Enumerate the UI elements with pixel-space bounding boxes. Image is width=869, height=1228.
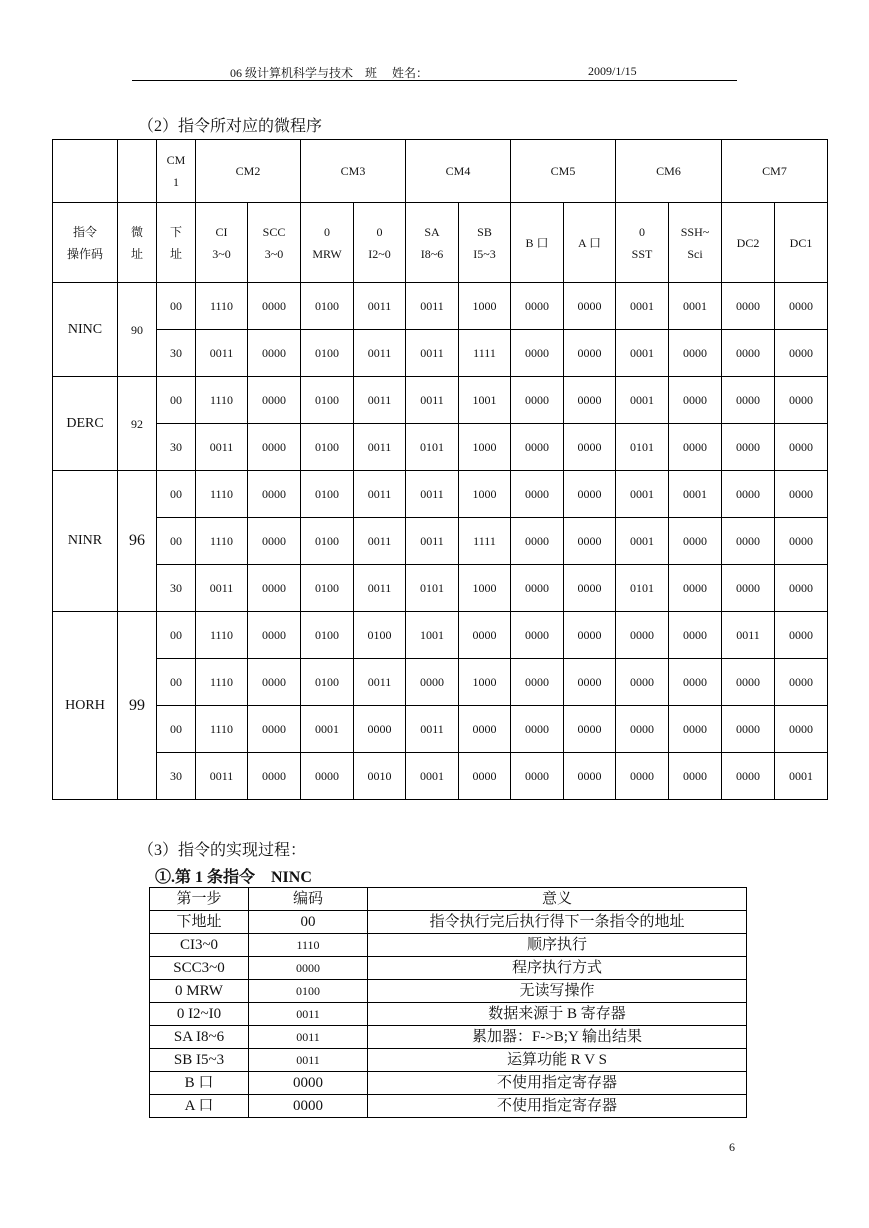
step-field: CI3~0 bbox=[150, 934, 249, 957]
field-value: 0000 bbox=[564, 753, 616, 800]
field-value: 00 bbox=[157, 706, 196, 753]
field-value: 1110 bbox=[196, 471, 248, 518]
field-value: 0000 bbox=[722, 377, 775, 424]
table-row bbox=[150, 957, 747, 980]
field-value: 0000 bbox=[459, 612, 511, 659]
instruction-opcode: HORH bbox=[53, 612, 118, 800]
field-value: 0000 bbox=[564, 330, 616, 377]
column-label-14: DC1 bbox=[775, 203, 828, 283]
field-value: 0000 bbox=[564, 706, 616, 753]
field-value: 0000 bbox=[406, 659, 459, 706]
field-value: 30 bbox=[157, 424, 196, 471]
field-value: 0001 bbox=[406, 753, 459, 800]
step-meaning: 不使用指定寄存器 bbox=[368, 1072, 747, 1095]
field-value: 0000 bbox=[248, 565, 301, 612]
steps-header-1: 编码 bbox=[249, 888, 368, 911]
field-value: 0001 bbox=[616, 377, 669, 424]
field-value: 0000 bbox=[669, 612, 722, 659]
field-value: 0100 bbox=[301, 659, 354, 706]
group-header-cm4: CM4 bbox=[406, 140, 511, 203]
field-value: 0000 bbox=[669, 565, 722, 612]
field-value: 0100 bbox=[301, 565, 354, 612]
field-value: 0001 bbox=[669, 471, 722, 518]
steps-table bbox=[149, 887, 747, 1118]
field-value: 0000 bbox=[616, 753, 669, 800]
group-header-cm7: CM7 bbox=[722, 140, 828, 203]
step-code: 0000 bbox=[249, 1072, 368, 1095]
field-value: 0100 bbox=[301, 518, 354, 565]
field-value: 0000 bbox=[722, 471, 775, 518]
field-value: 0011 bbox=[406, 377, 459, 424]
field-value: 0101 bbox=[406, 424, 459, 471]
field-value: 0000 bbox=[564, 283, 616, 330]
field-value: 0000 bbox=[301, 753, 354, 800]
field-value: 0000 bbox=[722, 706, 775, 753]
field-value: 0100 bbox=[301, 471, 354, 518]
field-value: 0011 bbox=[196, 330, 248, 377]
field-value: 0000 bbox=[248, 706, 301, 753]
field-value: 0000 bbox=[564, 612, 616, 659]
step-code: 0011 bbox=[249, 1026, 368, 1049]
step-meaning: 指令执行完后执行得下一条指令的地址 bbox=[368, 911, 747, 934]
table-row bbox=[150, 1072, 747, 1095]
field-value: 00 bbox=[157, 471, 196, 518]
field-value: 00 bbox=[157, 283, 196, 330]
field-value: 0000 bbox=[248, 283, 301, 330]
column-label-2: 下 址 bbox=[157, 203, 196, 283]
table-row bbox=[53, 377, 828, 424]
steps-header-row bbox=[150, 888, 747, 911]
table-row bbox=[150, 1003, 747, 1026]
field-value: 0000 bbox=[564, 424, 616, 471]
column-label-7: SA I8~6 bbox=[406, 203, 459, 283]
field-value: 1110 bbox=[196, 706, 248, 753]
table-row bbox=[53, 471, 828, 518]
field-value: 0100 bbox=[301, 330, 354, 377]
table-row bbox=[150, 934, 747, 957]
column-label-11: 0 SST bbox=[616, 203, 669, 283]
field-value: 0000 bbox=[775, 518, 828, 565]
field-value: 0000 bbox=[248, 424, 301, 471]
field-value: 0000 bbox=[511, 706, 564, 753]
micro-address: 99 bbox=[118, 612, 157, 800]
field-value: 0000 bbox=[564, 471, 616, 518]
field-value: 0000 bbox=[511, 471, 564, 518]
field-value: 0000 bbox=[775, 283, 828, 330]
header-date: 2009/1/15 bbox=[588, 64, 637, 78]
steps-header-0: 第一步 bbox=[150, 888, 249, 911]
field-value: 0000 bbox=[511, 518, 564, 565]
instruction-opcode: NINR bbox=[53, 471, 118, 612]
table-row bbox=[150, 1026, 747, 1049]
field-value: 0000 bbox=[669, 659, 722, 706]
field-value: 1111 bbox=[459, 518, 511, 565]
table-row bbox=[53, 283, 828, 330]
field-value: 0000 bbox=[722, 518, 775, 565]
step-meaning: 程序执行方式 bbox=[368, 957, 747, 980]
field-value: 0000 bbox=[669, 753, 722, 800]
field-value: 0001 bbox=[616, 283, 669, 330]
step-code: 00 bbox=[249, 911, 368, 934]
field-value: 0000 bbox=[511, 659, 564, 706]
field-value: 1001 bbox=[406, 612, 459, 659]
field-value: 0000 bbox=[248, 330, 301, 377]
micro-address: 92 bbox=[118, 377, 157, 471]
step-code: 0011 bbox=[249, 1003, 368, 1026]
field-value: 0011 bbox=[406, 706, 459, 753]
field-value: 0000 bbox=[669, 518, 722, 565]
table-row bbox=[53, 330, 828, 377]
blank-cell bbox=[118, 140, 157, 203]
field-value: 0101 bbox=[406, 565, 459, 612]
field-value: 0000 bbox=[511, 565, 564, 612]
field-value: 0011 bbox=[406, 518, 459, 565]
step-code: 1110 bbox=[249, 934, 368, 957]
field-value: 0000 bbox=[511, 330, 564, 377]
column-label-12: SSH~ Sci bbox=[669, 203, 722, 283]
field-value: 0011 bbox=[354, 283, 406, 330]
step-meaning: 无读写操作 bbox=[368, 980, 747, 1003]
field-value: 1111 bbox=[459, 330, 511, 377]
field-value: 0011 bbox=[354, 659, 406, 706]
group-header-row bbox=[53, 140, 828, 203]
field-value: 0011 bbox=[406, 330, 459, 377]
field-value: 0100 bbox=[301, 612, 354, 659]
field-value: 0000 bbox=[722, 424, 775, 471]
field-value: 0011 bbox=[354, 330, 406, 377]
step-field: 0 MRW bbox=[150, 980, 249, 1003]
field-value: 0001 bbox=[301, 706, 354, 753]
step-field: 0 I2~I0 bbox=[150, 1003, 249, 1026]
group-header-cm2: CM2 bbox=[196, 140, 301, 203]
field-value: 1000 bbox=[459, 471, 511, 518]
field-value: 0000 bbox=[511, 283, 564, 330]
field-value: 0010 bbox=[354, 753, 406, 800]
step-code: 0100 bbox=[249, 980, 368, 1003]
section-2-title: （2）指令所对应的微程序 bbox=[138, 118, 323, 135]
field-value: 0000 bbox=[248, 612, 301, 659]
field-value: 0001 bbox=[616, 471, 669, 518]
step-field: SA I8~6 bbox=[150, 1026, 249, 1049]
field-value: 0000 bbox=[722, 753, 775, 800]
field-value: 1001 bbox=[459, 377, 511, 424]
field-value: 0000 bbox=[722, 659, 775, 706]
field-value: 0100 bbox=[301, 424, 354, 471]
field-value: 0000 bbox=[459, 753, 511, 800]
field-value: 1110 bbox=[196, 659, 248, 706]
group-header-cm6: CM6 bbox=[616, 140, 722, 203]
field-value: 1110 bbox=[196, 612, 248, 659]
column-label-9: B 口 bbox=[511, 203, 564, 283]
step-meaning: 不使用指定寄存器 bbox=[368, 1095, 747, 1118]
field-value: 0000 bbox=[564, 518, 616, 565]
field-value: 00 bbox=[157, 518, 196, 565]
field-value: 0011 bbox=[196, 424, 248, 471]
field-value: 0000 bbox=[248, 659, 301, 706]
step-code: 0011 bbox=[249, 1049, 368, 1072]
field-value: 0011 bbox=[354, 424, 406, 471]
column-label-10: A 口 bbox=[564, 203, 616, 283]
field-value: 00 bbox=[157, 612, 196, 659]
field-value: 0000 bbox=[511, 377, 564, 424]
field-value: 1000 bbox=[459, 424, 511, 471]
field-value: 0000 bbox=[775, 706, 828, 753]
table-row bbox=[53, 612, 828, 659]
field-value: 00 bbox=[157, 377, 196, 424]
field-value: 30 bbox=[157, 753, 196, 800]
column-label-8: SB I5~3 bbox=[459, 203, 511, 283]
column-label-0: 指令 操作码 bbox=[53, 203, 118, 283]
field-value: 0011 bbox=[354, 471, 406, 518]
field-value: 0000 bbox=[722, 330, 775, 377]
table-row bbox=[53, 565, 828, 612]
field-value: 0000 bbox=[511, 424, 564, 471]
field-value: 1110 bbox=[196, 283, 248, 330]
field-value: 00 bbox=[157, 659, 196, 706]
field-value: 0000 bbox=[564, 659, 616, 706]
field-value: 0000 bbox=[669, 706, 722, 753]
field-value: 0001 bbox=[669, 283, 722, 330]
header-class-name: 06 级计算机科学与技术 班 姓名： bbox=[230, 66, 429, 80]
field-value: 0000 bbox=[248, 377, 301, 424]
field-value: 0011 bbox=[722, 612, 775, 659]
field-value: 0000 bbox=[459, 706, 511, 753]
field-value: 0000 bbox=[564, 565, 616, 612]
field-value: 0011 bbox=[354, 518, 406, 565]
field-value: 1000 bbox=[459, 283, 511, 330]
field-value: 0000 bbox=[248, 518, 301, 565]
field-value: 1000 bbox=[459, 565, 511, 612]
field-value: 0001 bbox=[616, 330, 669, 377]
step-field: SB I5~3 bbox=[150, 1049, 249, 1072]
step-meaning: 顺序执行 bbox=[368, 934, 747, 957]
step-meaning: 运算功能 R V S bbox=[368, 1049, 747, 1072]
step-field: SCC3~0 bbox=[150, 957, 249, 980]
field-value: 0000 bbox=[354, 706, 406, 753]
micro-address: 90 bbox=[118, 283, 157, 377]
table-row bbox=[53, 424, 828, 471]
column-label-row bbox=[53, 203, 828, 283]
field-value: 0100 bbox=[301, 377, 354, 424]
group-header-cm5: CM5 bbox=[511, 140, 616, 203]
table-row bbox=[150, 1095, 747, 1118]
field-value: 0000 bbox=[616, 612, 669, 659]
field-value: 0100 bbox=[354, 612, 406, 659]
step-code: 0000 bbox=[249, 957, 368, 980]
field-value: 1000 bbox=[459, 659, 511, 706]
group-header-cm3: CM3 bbox=[301, 140, 406, 203]
section-3-title: （3）指令的实现过程： bbox=[138, 842, 307, 859]
table-row bbox=[53, 659, 828, 706]
step-code: 0000 bbox=[249, 1095, 368, 1118]
field-value: 30 bbox=[157, 330, 196, 377]
field-value: 0000 bbox=[722, 283, 775, 330]
field-value: 0000 bbox=[669, 424, 722, 471]
field-value: 0000 bbox=[722, 565, 775, 612]
table-row bbox=[53, 753, 828, 800]
header-rule bbox=[132, 80, 737, 81]
instruction-opcode: DERC bbox=[53, 377, 118, 471]
field-value: 30 bbox=[157, 565, 196, 612]
step-meaning: 数据来源于 B 寄存器 bbox=[368, 1003, 747, 1026]
blank-cell bbox=[53, 140, 118, 203]
instruction-subtitle: ①.第 1 条指令 NINC bbox=[155, 869, 312, 886]
field-value: 0000 bbox=[616, 659, 669, 706]
field-value: 0011 bbox=[354, 565, 406, 612]
field-value: 0011 bbox=[196, 565, 248, 612]
instruction-opcode: NINC bbox=[53, 283, 118, 377]
field-value: 0000 bbox=[564, 377, 616, 424]
field-value: 0000 bbox=[775, 612, 828, 659]
field-value: 0011 bbox=[406, 471, 459, 518]
microprogram-table bbox=[52, 139, 828, 800]
field-value: 0000 bbox=[511, 612, 564, 659]
table-row bbox=[150, 1049, 747, 1072]
column-label-3: CI 3~0 bbox=[196, 203, 248, 283]
field-value: 0000 bbox=[775, 330, 828, 377]
field-value: 0000 bbox=[248, 471, 301, 518]
table-row bbox=[53, 706, 828, 753]
field-value: 0011 bbox=[406, 283, 459, 330]
field-value: 0000 bbox=[775, 377, 828, 424]
column-label-6: 0 I2~0 bbox=[354, 203, 406, 283]
page-header bbox=[0, 62, 869, 82]
field-value: 0000 bbox=[616, 706, 669, 753]
column-label-4: SCC 3~0 bbox=[248, 203, 301, 283]
field-value: 0101 bbox=[616, 565, 669, 612]
field-value: 0001 bbox=[775, 753, 828, 800]
group-header-cm1: CM 1 bbox=[157, 140, 196, 203]
table-row bbox=[150, 911, 747, 934]
field-value: 0000 bbox=[775, 424, 828, 471]
column-label-13: DC2 bbox=[722, 203, 775, 283]
step-field: 下地址 bbox=[150, 911, 249, 934]
field-value: 0000 bbox=[248, 753, 301, 800]
micro-address: 96 bbox=[118, 471, 157, 612]
step-field: B 口 bbox=[150, 1072, 249, 1095]
field-value: 0000 bbox=[775, 471, 828, 518]
steps-header-2: 意义 bbox=[368, 888, 747, 911]
field-value: 0011 bbox=[354, 377, 406, 424]
column-label-5: 0 MRW bbox=[301, 203, 354, 283]
field-value: 0000 bbox=[511, 753, 564, 800]
table-row bbox=[53, 518, 828, 565]
field-value: 0000 bbox=[669, 330, 722, 377]
field-value: 0000 bbox=[775, 659, 828, 706]
field-value: 1110 bbox=[196, 377, 248, 424]
field-value: 0000 bbox=[775, 565, 828, 612]
step-meaning: 累加器：F->B;Y 输出结果 bbox=[368, 1026, 747, 1049]
table-row bbox=[150, 980, 747, 1003]
field-value: 0100 bbox=[301, 283, 354, 330]
column-label-1: 微 址 bbox=[118, 203, 157, 283]
field-value: 0101 bbox=[616, 424, 669, 471]
field-value: 1110 bbox=[196, 518, 248, 565]
field-value: 0000 bbox=[669, 377, 722, 424]
field-value: 0011 bbox=[196, 753, 248, 800]
page-number: 6 bbox=[729, 1140, 735, 1154]
step-field: A 口 bbox=[150, 1095, 249, 1118]
field-value: 0001 bbox=[616, 518, 669, 565]
